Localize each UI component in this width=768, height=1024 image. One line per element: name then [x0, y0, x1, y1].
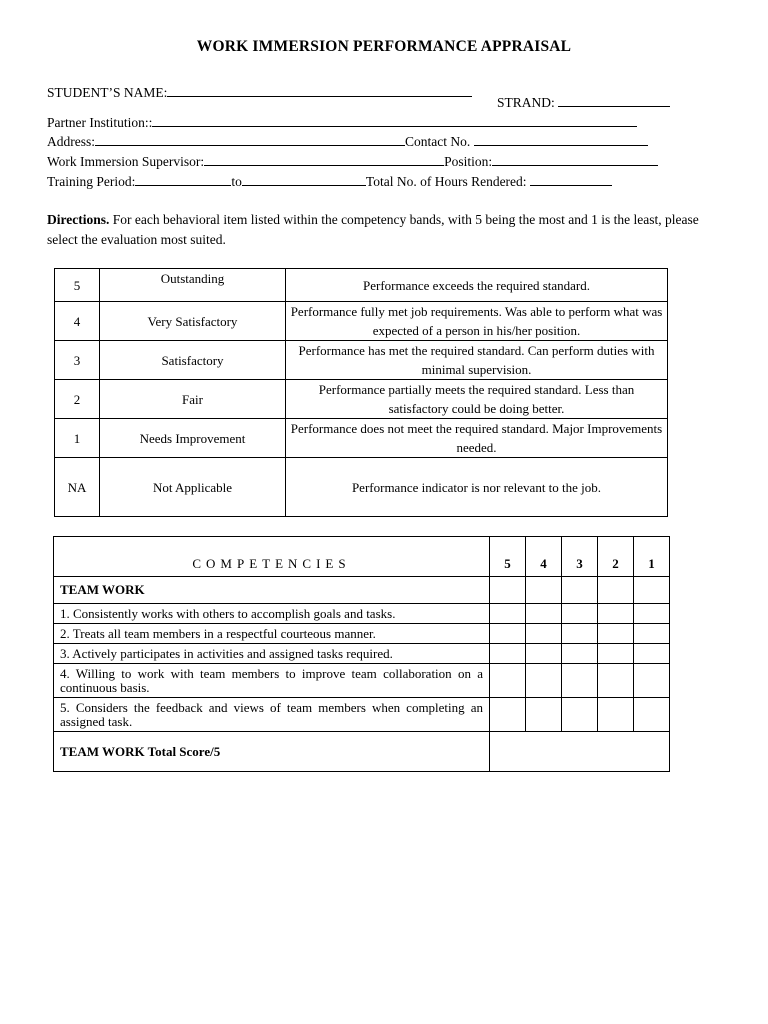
- directions-text: For each behavioral item listed within the competency bands, with 5 being the most and 1 is the least, please select the evaluation most suited.: [47, 212, 699, 247]
- competency-item: 2. Treats all team members in a respectful courteous manner.: [54, 624, 490, 644]
- competency-row: [54, 624, 670, 644]
- supervisor-field[interactable]: [204, 153, 444, 166]
- score-cell[interactable]: [598, 624, 634, 644]
- score-cell[interactable]: [490, 624, 526, 644]
- rating-row: [55, 458, 668, 517]
- rating-row: [55, 269, 668, 302]
- competencies-header-row: [54, 537, 670, 577]
- supervisor-label: Work Immersion Supervisor:: [47, 154, 205, 169]
- rating-description: Performance indicator is nor relevant to the job.: [286, 458, 668, 517]
- rating-score: 1: [55, 419, 100, 458]
- page-title: WORK IMMERSION PERFORMANCE APPRAISAL: [196, 38, 572, 55]
- to-label: to: [231, 174, 242, 189]
- score-header: 5: [490, 537, 526, 577]
- total-hours-field[interactable]: [530, 173, 612, 186]
- total-row: [54, 732, 670, 772]
- score-header: 3: [562, 537, 598, 577]
- training-start-field[interactable]: [135, 173, 231, 186]
- competency-row: [54, 604, 670, 624]
- score-cell[interactable]: [490, 698, 526, 732]
- rating-scale-table: [54, 268, 668, 517]
- score-cell[interactable]: [490, 577, 526, 604]
- training-period-label: Training Period:: [47, 174, 136, 189]
- rating-description: Performance does not meet the required standard. Major Improvements needed.: [286, 419, 668, 458]
- rating-label: Satisfactory: [100, 341, 286, 380]
- score-cell[interactable]: [598, 577, 634, 604]
- student-name-field[interactable]: [167, 84, 472, 97]
- score-header: 1: [634, 537, 670, 577]
- total-score-cell[interactable]: [490, 732, 670, 772]
- address-field[interactable]: [95, 133, 405, 146]
- rating-description: Performance has met the required standard. Can perform duties with minimal supervision.: [286, 341, 668, 380]
- supervisor-line: [47, 153, 658, 170]
- directions: [47, 210, 717, 250]
- score-cell[interactable]: [562, 577, 598, 604]
- partner-institution-label: Partner Institution::: [47, 115, 153, 130]
- address-line: [47, 133, 648, 150]
- rating-score: 4: [55, 302, 100, 341]
- rating-row: [55, 380, 668, 419]
- position-label: Position:: [444, 154, 493, 169]
- rating-label: Very Satisfactory: [100, 302, 286, 341]
- rating-label: Outstanding: [100, 269, 286, 302]
- score-cell[interactable]: [598, 698, 634, 732]
- score-cell[interactable]: [490, 644, 526, 664]
- address-label: Address:: [47, 134, 95, 149]
- score-cell[interactable]: [526, 664, 562, 698]
- rating-score: 5: [55, 269, 100, 302]
- strand-line: [497, 94, 670, 111]
- total-score-label: TEAM WORK Total Score/5: [54, 732, 490, 772]
- score-cell[interactable]: [598, 664, 634, 698]
- rating-row: [55, 341, 668, 380]
- competency-item: 3. Actively participates in activities and assigned tasks required.: [54, 644, 490, 664]
- score-cell[interactable]: [598, 644, 634, 664]
- score-cell[interactable]: [562, 698, 598, 732]
- training-end-field[interactable]: [242, 173, 366, 186]
- competency-row: [54, 664, 670, 698]
- score-cell[interactable]: [562, 604, 598, 624]
- score-cell[interactable]: [634, 644, 670, 664]
- competencies-table: [53, 536, 670, 772]
- rating-label: Fair: [100, 380, 286, 419]
- contact-no-field[interactable]: [474, 133, 648, 146]
- rating-label: Needs Improvement: [100, 419, 286, 458]
- total-hours-label: Total No. of Hours Rendered:: [365, 174, 527, 189]
- student-name-line: [47, 84, 472, 101]
- rating-score: NA: [55, 458, 100, 517]
- rating-row: [55, 419, 668, 458]
- score-cell[interactable]: [562, 624, 598, 644]
- score-cell[interactable]: [634, 624, 670, 644]
- position-field[interactable]: [492, 153, 658, 166]
- score-cell[interactable]: [490, 664, 526, 698]
- score-cell[interactable]: [634, 577, 670, 604]
- competency-row: [54, 644, 670, 664]
- competency-row: [54, 698, 670, 732]
- score-header: 2: [598, 537, 634, 577]
- training-period-line: [47, 173, 612, 190]
- rating-label: Not Applicable: [100, 458, 286, 517]
- competencies-header: COMPETENCIES: [54, 537, 490, 577]
- rating-score: 3: [55, 341, 100, 380]
- score-cell[interactable]: [526, 644, 562, 664]
- rating-score: 2: [55, 380, 100, 419]
- strand-label: STRAND:: [497, 95, 555, 110]
- score-cell[interactable]: [598, 604, 634, 624]
- competency-item: 5. Considers the feedback and views of team members when completing an assigned task.: [54, 698, 490, 732]
- score-cell[interactable]: [526, 698, 562, 732]
- score-cell[interactable]: [634, 698, 670, 732]
- score-header: 4: [526, 537, 562, 577]
- rating-description: Performance partially meets the required standard. Less than satisfactory could be doing better.: [286, 380, 668, 419]
- score-cell[interactable]: [490, 604, 526, 624]
- student-name-label: STUDENT’S NAME:: [47, 85, 168, 100]
- rating-description: Performance exceeds the required standard.: [286, 269, 668, 302]
- score-cell[interactable]: [526, 624, 562, 644]
- competency-item: 1. Consistently works with others to accomplish goals and tasks.: [54, 604, 490, 624]
- partner-institution-line: [47, 114, 637, 131]
- score-cell[interactable]: [562, 644, 598, 664]
- strand-field[interactable]: [558, 94, 670, 107]
- score-cell[interactable]: [562, 664, 598, 698]
- rating-description: Performance fully met job requirements. Was able to perform what was expected of a person in his/her position.: [286, 302, 668, 341]
- score-cell[interactable]: [526, 577, 562, 604]
- competency-item: 4. Willing to work with team members to improve team collaboration on a continuous basis.: [54, 664, 490, 698]
- partner-institution-field[interactable]: [152, 114, 637, 127]
- score-cell[interactable]: [526, 604, 562, 624]
- section-row: [54, 577, 670, 604]
- rating-row: [55, 302, 668, 341]
- score-cell[interactable]: [634, 664, 670, 698]
- section-title: TEAM WORK: [54, 577, 490, 604]
- score-cell[interactable]: [634, 604, 670, 624]
- directions-label: Directions.: [47, 212, 110, 227]
- contact-no-label: Contact No.: [405, 134, 471, 149]
